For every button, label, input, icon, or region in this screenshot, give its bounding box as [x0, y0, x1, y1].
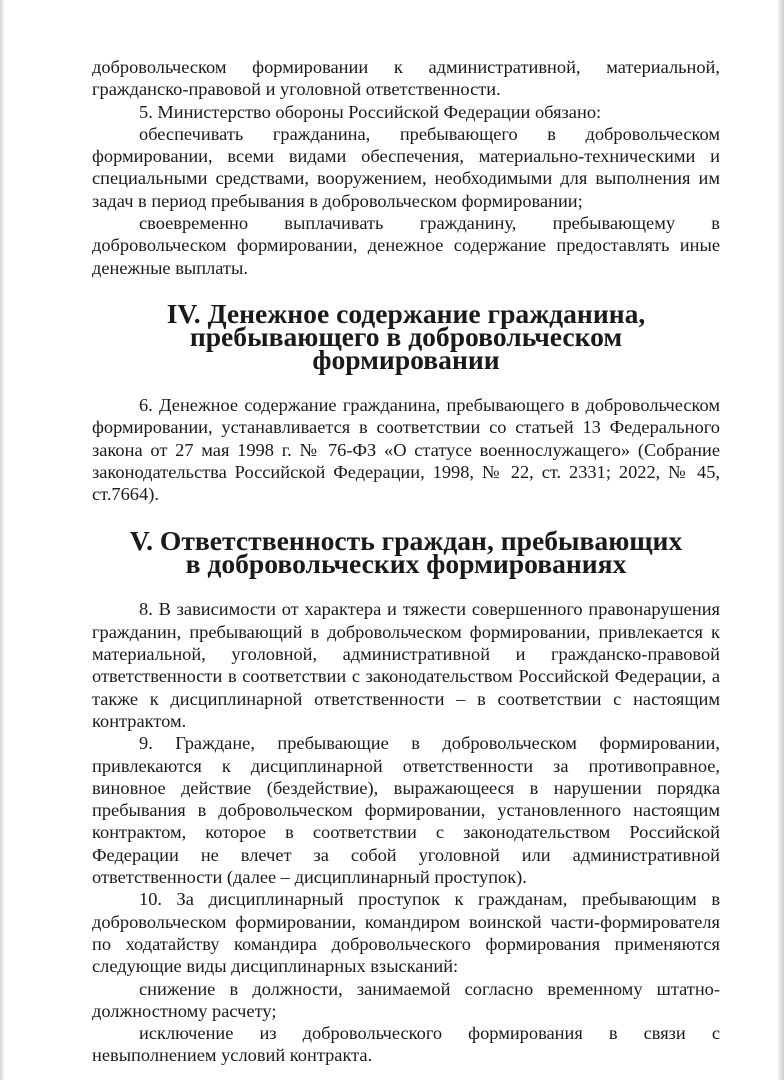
page-edge-right — [778, 0, 784, 1080]
page-edge-left — [0, 0, 4, 1080]
item-5-clause: обеспечивать гражданина, пребывающего в добровольческом формировании, всеми видами обеспечения, материально-техническими и специальными средствами, вооружением, необходимыми для выполнения им задач в период пребывания в добровольческом формировании; — [92, 123, 720, 211]
section-5-heading: V. Ответственность граждан, пребывающих в добровольческих формированиях — [129, 525, 683, 580]
item-9-paragraph: 9. Граждане, пребывающие в добровольческом формировании, привлекаются к дисциплинарной ответственности за противоправное, виновное действие (бездействие), выражающееся в нарушении порядка пребывания в добровольческом формировании, установленного настоящим контрактом, которое в соответствии с законодательством Российской Федерации не влечет за собой уголовной или административной ответственности (далее – дисциплинарный проступок). — [92, 733, 720, 888]
item-10-paragraph: 10. За дисциплинарный проступок к гражданам, пребывающим в добровольческом формировании, командиром воинской части-формирователя по ходатайству командира добровольческого формирования применяются следующие виды дисциплинарных взысканий: — [92, 889, 720, 977]
section-4-heading: IV. Денежное содержание гражданина, пребывающего в добровольческом формировании — [166, 297, 646, 375]
penalty-item: снижение в должности, занимаемой согласно временному штатно-должностному расчету; — [92, 978, 720, 1021]
item-5-clause: своевременно выплачивать гражданину, пребывающему в добровольческом формировании, денежное содержание предоставлять иные денежные выплаты. — [92, 213, 720, 278]
continuation-paragraph: добровольческом формировании к административной, материальной, гражданско-правовой и уголовной ответственности. — [92, 57, 720, 100]
item-6-paragraph: 6. Денежное содержание гражданина, пребывающего в добровольческом формировании, устанавливается в соответствии со статьей 13 Федерального закона от 27 мая 1998 г. № 76-ФЗ «О статусе военнослужащего» (Собрание законодательства Российской Федерации, 1998, № 22, ст. 2331; 2022, № 45, ст.7664). — [92, 394, 720, 505]
item-8-paragraph: 8. В зависимости от характера и тяжести совершенного правонарушения гражданин, пребывающий в добровольческом формировании, привлекается к материальной, уголовной, административной и гражданско-правовой ответственности в соответствии с законодательством Российской Федерации, а также к дисциплинарной ответственности – в соответствии с настоящим контрактом. — [92, 599, 720, 731]
item-5-title: 5. Министерство обороны Российской Федерации обязано: — [139, 101, 602, 122]
document-page — [92, 56, 720, 1067]
penalty-item: исключение из добровольческого формирования в связи с невыполнением условий контракта. — [92, 1023, 720, 1066]
